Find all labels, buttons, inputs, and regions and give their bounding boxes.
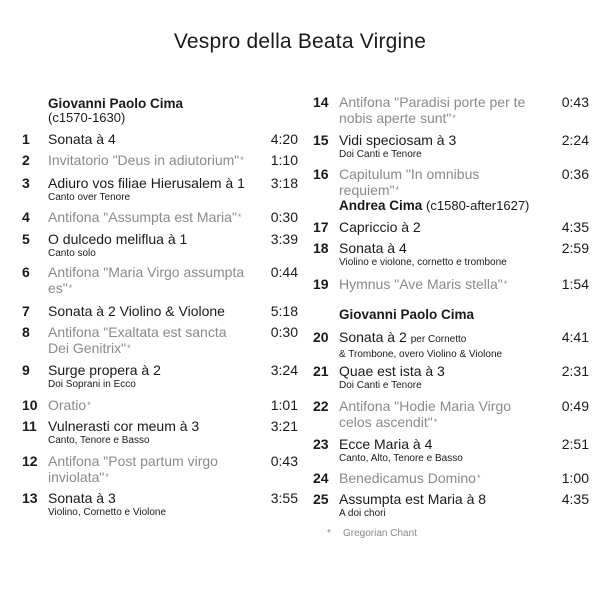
track-number: 21 [313,363,329,379]
track-duration: 1:54 [561,276,589,292]
track-number: 19 [313,276,329,292]
track-title: Sonata à 2 Violino & Violone [48,303,225,319]
track-title-block [48,264,248,296]
track-duration: 1:00 [561,470,589,486]
track-title-block [339,398,539,430]
track-subtitle: Canto, Tenore e Basso [48,435,150,446]
track-title: Assumpta est Maria à 8 [339,491,487,507]
track-duration: 1:10 [270,152,298,168]
track-subtitle: Canto over Tenore [48,192,131,203]
track-number: 1 [22,131,30,147]
track-number: 25 [313,491,329,507]
track-duration: 1:01 [270,397,298,413]
chant-mark: * [433,417,438,427]
track-duration: 3:39 [270,231,298,247]
track-title-block [339,491,539,520]
track-title: Sonata à 4 [48,131,116,147]
composer-name: Giovanni Paolo Cima [48,96,184,111]
footnote-mark: * [327,528,331,539]
track-title: Antifona "Hodie Maria Virgo celos ascendit" [339,398,512,430]
track-number: 17 [313,219,329,235]
track-duration: 3:55 [270,490,298,506]
track-duration: 2:31 [561,363,589,379]
track-title: Quae est ista à 3 [339,363,445,379]
chant-mark: * [503,279,508,289]
track-subtitle: & Trombone, overo Violino & Violone [339,349,503,360]
track-number: 5 [22,231,30,247]
track-title-block [339,470,539,486]
track-number: 3 [22,175,30,191]
track-title-note: per Cornetto [410,334,467,345]
track-title-block [48,418,248,447]
composer-dates: (c1580-after1627) [426,198,530,213]
track-duration: 2:59 [561,240,589,256]
track-title: Sonata à 2 [339,329,407,345]
track-duration: 4:35 [561,491,589,507]
composer-name: Giovanni Paolo Cima [339,307,475,322]
track-duration: 0:30 [270,324,298,340]
track-number: 8 [22,324,30,340]
track-title-block [48,490,248,519]
track-duration: 0:30 [270,209,298,225]
track-title-block [339,240,539,269]
track-title: Sonata à 3 [48,490,116,506]
track-subtitle: Doi Soprani in Ecco [48,379,136,390]
track-title: Capriccio à 2 [339,219,421,235]
page-title: Vespro della Beata Virgine [173,30,427,53]
track-number: 16 [313,166,329,182]
track-title: Surge propera à 2 [48,362,161,378]
track-duration: 0:43 [561,94,589,110]
track-duration: 3:18 [270,175,298,191]
track-title: Vulnerasti cor meum à 3 [48,418,200,434]
composer-heading [48,96,183,111]
footnote-text: Gregorian Chant [343,528,417,539]
track-title-block [48,175,248,204]
track-title-block [48,231,248,260]
composer-heading [339,198,529,213]
track-duration: 0:36 [561,166,589,182]
track-title-block [339,363,539,392]
track-duration: 4:35 [561,219,589,235]
track-number: 11 [22,418,37,434]
track-title-block [339,436,539,465]
track-number: 12 [22,453,38,469]
track-number: 24 [313,470,329,486]
track-title: O dulcedo meliflua à 1 [48,231,188,247]
chant-mark: * [237,212,242,222]
track-number: 18 [313,240,329,256]
track-number: 14 [313,94,329,110]
track-title-block [339,329,539,361]
track-subtitle: Doi Canti e Tenore [339,380,422,391]
chant-mark: * [105,472,109,482]
track-title: Antifona "Exaltata est sancta Dei Genitrix" [48,324,227,356]
track-title: Adiuro vos filiae Hierusalem à 1 [48,175,245,191]
track-title-block [48,152,248,168]
track-number: 15 [313,132,329,148]
track-title-block [48,453,248,485]
track-title-block [339,166,539,198]
track-duration: 3:21 [270,418,298,434]
track-title-block [48,324,248,356]
chant-mark: * [395,185,400,195]
track-title: Capitulum "In omnibus requiem" [339,166,480,198]
chant-mark: * [452,113,456,123]
track-subtitle: Violino e violone, cornetto e trombone [339,257,507,268]
track-title: Hymnus "Ave Maris stella" [339,276,503,292]
track-duration: 0:44 [270,264,298,280]
track-number: 13 [22,490,38,506]
composer-dates: (c1570-1630) [48,110,126,125]
track-number: 10 [22,397,38,413]
track-duration: 4:41 [561,329,589,345]
track-duration: 2:51 [561,436,589,452]
track-number: 22 [313,398,329,414]
track-subtitle: Canto solo [48,248,96,259]
track-duration: 0:43 [270,453,298,469]
track-title: Sonata à 4 [339,240,407,256]
track-title-block [48,303,248,319]
track-number: 23 [313,436,329,452]
track-title: Antifona "Assumpta est Maria" [48,209,237,225]
track-title-block [48,362,248,391]
chant-mark: * [68,283,73,293]
chant-mark: * [127,343,131,353]
track-number: 4 [22,209,30,225]
chant-mark: * [87,400,91,410]
track-title-block [48,131,248,147]
track-title: Antifona "Paradisi porte per te nobis aperte sunt" [339,94,526,126]
track-number: 2 [22,152,30,168]
track-title-block [48,397,248,413]
track-title: Benedicamus Domino [339,470,476,486]
track-title-block [48,209,248,225]
track-number: 9 [22,362,30,378]
track-number: 7 [22,303,30,319]
chant-mark: * [476,473,481,483]
track-subtitle: A doi chori [339,508,386,519]
track-title: Antifona "Post partum virgo inviolata" [48,453,218,485]
track-subtitle: Violino, Cornetto e Violone [48,507,167,518]
track-number: 6 [22,264,30,280]
track-title: Oratio [48,397,87,413]
track-title-block [339,132,539,161]
track-title-block [339,94,539,126]
track-number: 20 [313,329,329,345]
track-title-block [339,219,539,235]
track-duration: 4:20 [270,131,298,147]
track-subtitle: Canto, Alto, Tenore e Basso [339,453,463,464]
track-duration: 5:18 [270,303,298,319]
track-duration: 2:24 [561,132,589,148]
track-subtitle: Doi Canti e Tenore [339,149,422,160]
track-title: Vidi speciosam à 3 [339,132,457,148]
track-title: Antifona "Maria Virgo assumpta es" [48,264,245,296]
track-duration: 0:49 [561,398,589,414]
track-duration: 3:24 [270,362,298,378]
track-title: Invitatorio "Deus in adiutorium" [48,152,240,168]
composer-heading [339,307,474,322]
footnote [327,528,417,539]
track-title: Ecce Maria à 4 [339,436,433,452]
track-title-block [339,276,539,292]
chant-mark: * [240,155,244,165]
composer-name: Andrea Cima [339,198,423,213]
